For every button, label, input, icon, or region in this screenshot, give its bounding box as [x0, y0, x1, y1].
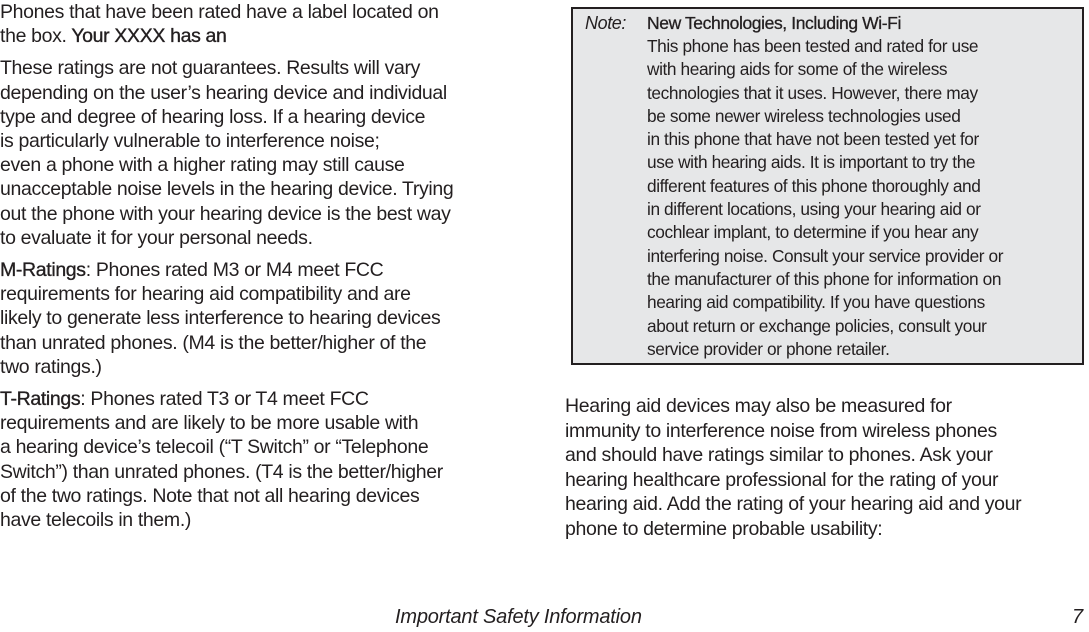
intro-bold-text: Your XXXX has an — [71, 25, 227, 48]
note-label: Note: — [585, 13, 627, 33]
note-box — [571, 7, 1084, 365]
note-body: This phone has been tested and rated for use with hearing aids for some of the wireless technologies that it uses. However, there may be some newer wireless technologies used in this phone that have not been tested yet for use with hearing aids. It is important to try the different features of this phone thoroughly and in different locations, using your hearing aid or cochlear implant, to determine if you hear any interfering noise. Consult your service provider or the manufacturer of this phone for information on hearing aid compatibility. If you have questions about return or exchange policies, consult your service provider or phone retailer. — [647, 36, 1004, 359]
page-number: 7 — [1072, 606, 1084, 628]
hearing-aid-paragraph: Hearing aid devices may also be measured for immunity to interference noise from wireless phones and should have ratings similar to phones. Ask your hearing healthcare professional for the rating of your hearing aid. Add the rating of your hearing aid and your phone to determine probable usability: — [565, 395, 1022, 540]
ratings-paragraph: These ratings are not guarantees. Results will vary depending on the user’s hearing device and individual type and degree of hearing loss. If a hearing device is particularly vulnerable to interference noise; even a phone with a higher rating may still cause unacceptable noise levels in the hearing device. Trying out the phone with your hearing device is the best way to evaluate it for your personal needs. — [0, 57, 454, 249]
intro-paragraph — [0, 0, 525, 48]
t-ratings-text: : Phones rated T3 or T4 meet FCC requirements and are likely to be more usable with a hearing device’s telecoil (“T Switch” or “Telephone Switch”) than unrated phones. (T4 is the better/higher of the two ratings. Note that not all hearing devices have telecoils in them.) — [0, 388, 443, 532]
intro-text: Phones that have been rated have a label located on the box. — [0, 1, 439, 48]
m-ratings-label: M-Ratings — [0, 259, 86, 282]
note-title: New Technologies, Including Wi-Fi — [647, 13, 901, 33]
m-ratings-paragraph — [0, 258, 525, 379]
m-ratings-text: : Phones rated M3 or M4 meet FCC requirements for hearing aid compatibility and are likely to generate less interference to hearing devices than unrated phones. (M4 is the better/higher of the two ratings.) — [0, 259, 441, 378]
t-ratings-label: T-Ratings — [0, 388, 81, 411]
footer-section-title: Important Safety Information — [395, 606, 642, 628]
left-column — [0, 0, 525, 540]
t-ratings-paragraph — [0, 387, 525, 532]
